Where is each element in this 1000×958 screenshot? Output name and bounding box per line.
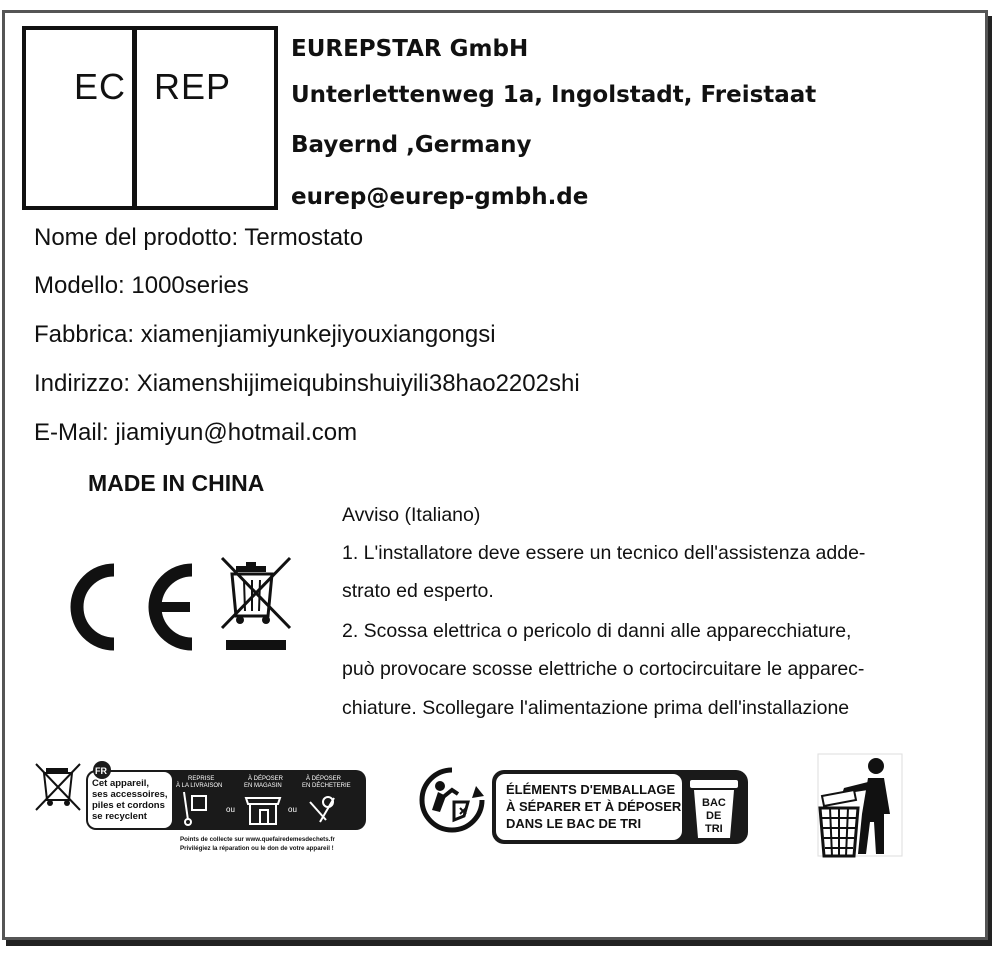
ec-rep-divider bbox=[132, 26, 137, 210]
packaging-bin-3: TRI bbox=[705, 823, 723, 835]
ec-rep-ec-text: EC bbox=[74, 66, 127, 107]
triman-opt2-b: EN MAGASIN bbox=[244, 783, 282, 789]
small-crossed-bin-icon bbox=[32, 762, 84, 814]
triman-icon bbox=[418, 766, 486, 834]
product-model: Modello: 1000series bbox=[34, 272, 249, 299]
frame-shadow-right bbox=[988, 16, 992, 944]
packaging-line-1: ÉLÉMENTS D'EMBALLAGE bbox=[506, 782, 676, 797]
crossed-bin-icon bbox=[218, 556, 294, 656]
ec-rep-symbol bbox=[22, 26, 278, 210]
product-email: E-Mail: jiamiyun@hotmail.com bbox=[34, 419, 358, 446]
triman-ou-2: ou bbox=[288, 805, 297, 814]
notice-line-4: può provocare scosse elettriche o cortocircuitare le apparec- bbox=[342, 658, 865, 680]
triman-weee-label bbox=[84, 758, 368, 854]
tidyman-icon bbox=[814, 752, 904, 858]
packaging-bin-2: DE bbox=[706, 810, 722, 822]
rep-address-line-2: Bayernd ,Germany bbox=[291, 132, 532, 158]
triman-opt3-b: EN DÉCHETERIE bbox=[302, 783, 351, 789]
rep-email: eurep@eurep-gmbh.de bbox=[291, 184, 589, 210]
packaging-line-2: À SÉPARER ET À DÉPOSER bbox=[506, 799, 682, 814]
rep-company: EUREPSTAR GmbH bbox=[291, 36, 529, 62]
packaging-line-3: DANS LE BAC DE TRI bbox=[506, 816, 642, 831]
notice-line-3: 2. Scossa elettrica o pericolo di danni alle apparecchiature, bbox=[342, 620, 852, 642]
triman-opt3-a: À DÉPOSER bbox=[306, 776, 342, 782]
triman-text-3: piles et cordons bbox=[92, 800, 165, 811]
triman-text-1: Cet appareil, bbox=[92, 778, 150, 789]
triman-text-2: ses accessoires, bbox=[92, 789, 168, 800]
product-factory: Fabbrica: xiamenjiamiyunkejiyouxiangongsi bbox=[34, 321, 496, 348]
triman-fr: FR bbox=[95, 766, 107, 776]
packaging-bin-1: BAC bbox=[702, 797, 726, 809]
made-in-china: MADE IN CHINA bbox=[88, 470, 265, 496]
triman-ou-1: ou bbox=[226, 805, 235, 814]
notice-line-5: chiature. Scollegare l'alimentazione prima dell'installazione bbox=[342, 697, 850, 719]
notice-line-1: 1. L'installatore deve essere un tecnico dell'assistenza adde- bbox=[342, 542, 866, 564]
ce-mark-icon bbox=[52, 560, 200, 654]
triman-text-4: se recyclent bbox=[92, 811, 147, 822]
product-address: Indirizzo: Xiamenshijimeiqubinshuiyili38hao2202shi bbox=[34, 370, 580, 397]
triman-opt2-a: À DÉPOSER bbox=[248, 776, 284, 782]
product-name: Nome del prodotto: Termostato bbox=[34, 224, 364, 251]
triman-opt1-a: REPRISE bbox=[188, 776, 215, 782]
notice-title: Avviso (Italiano) bbox=[342, 504, 481, 526]
rep-address-line-1: Unterlettenweg 1a, Ingolstadt, Freistaat bbox=[291, 82, 817, 108]
triman-opt1-b: À LA LIVRAISON bbox=[176, 783, 223, 789]
triman-footer-2: Privilégiez la réparation ou le don de votre appareil ! bbox=[180, 845, 334, 852]
frame-shadow-bottom bbox=[6, 940, 992, 946]
ec-rep-rep-text: REP bbox=[154, 66, 232, 107]
triman-footer-1: Points de collecte sur www.quefairedemesdechets.fr bbox=[180, 836, 335, 843]
notice-line-2: strato ed esperto. bbox=[342, 580, 494, 602]
packaging-sorting-label bbox=[490, 768, 752, 848]
